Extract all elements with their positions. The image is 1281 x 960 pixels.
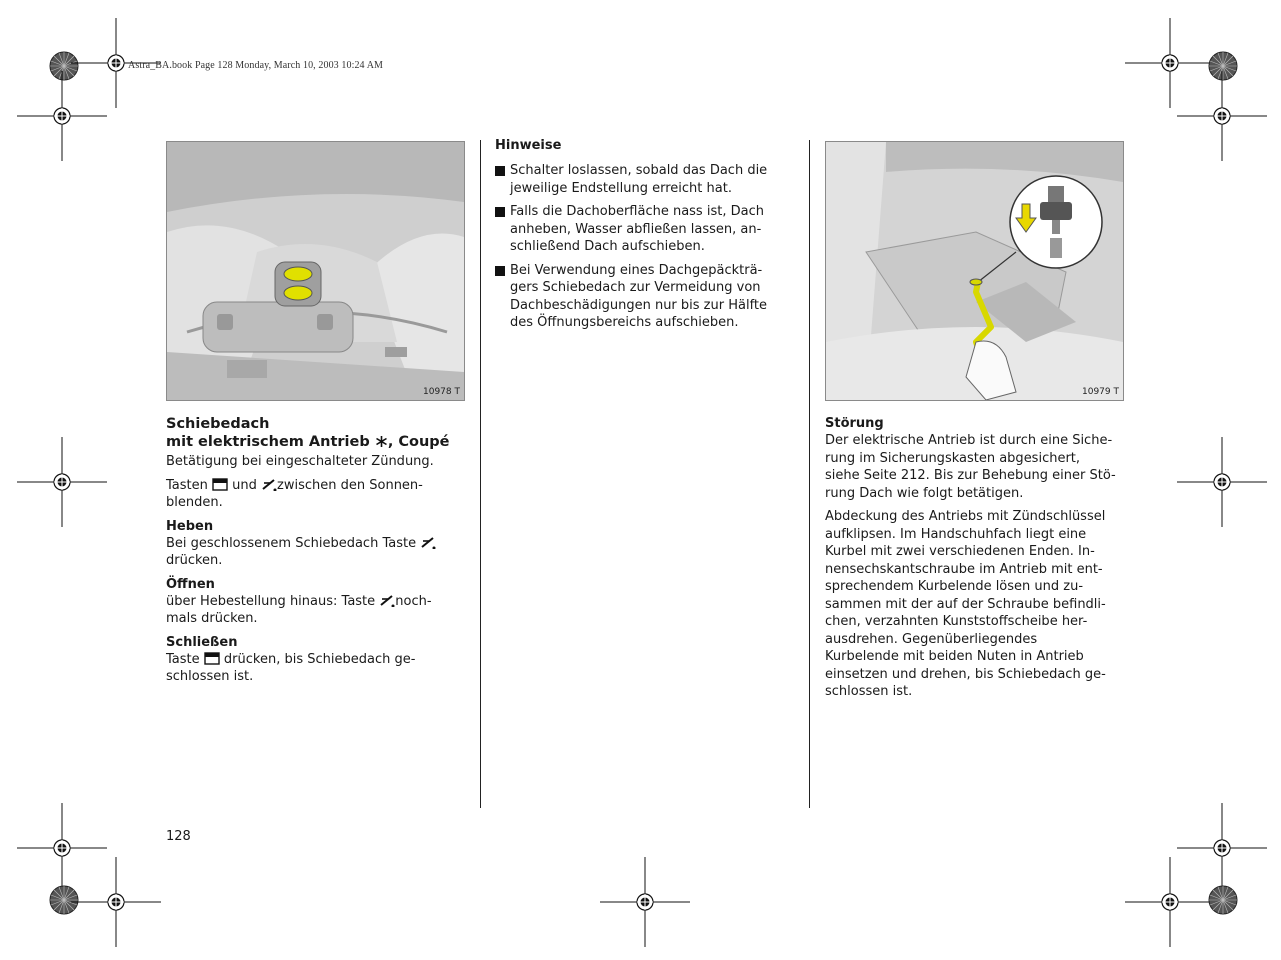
column-divider-left xyxy=(480,140,481,808)
text-line: Kurbel mit zwei verschiedenen Enden. In- xyxy=(825,544,1095,559)
schliessen-text: Taste drücken, bis Schiebedach ge- schlossen ist. xyxy=(166,651,416,684)
oeffnen-text: über Hebestellung hinaus: Taste noch- mals drücken. xyxy=(166,593,432,626)
hinweis-item xyxy=(495,203,795,256)
buttons-location-text: Tasten und zwischen den Sonnen- blenden. xyxy=(166,477,423,510)
sunroof-close-icon xyxy=(212,478,228,491)
print-header: Astra_BA.book Page 128 Monday, March 10, 2003 10:24 AM xyxy=(128,60,384,71)
text-line: aufklipsen. Im Handschuhfach liegt eine xyxy=(825,526,1087,542)
hinweis-line: Bei Verwendung eines Dachgepäckträ- xyxy=(510,262,763,278)
text-line: rung Dach wie folgt betätigen. xyxy=(825,485,1024,501)
text-line: einsetzen und drehen, bis Schiebedach ge- xyxy=(825,666,1106,682)
hinweis-line: Schalter loslassen, sobald das Dach die xyxy=(510,163,768,178)
hinweis-text xyxy=(510,262,767,332)
stoerung-text-1 xyxy=(825,432,1135,502)
sunroof-tilt-icon xyxy=(420,536,436,549)
asterisk-icon xyxy=(375,435,388,448)
text-line: ausdrehen. Gegenüberliegendes xyxy=(825,631,1038,647)
stoerung-title: Störung xyxy=(825,416,884,431)
text-line: rung im Sicherungskasten abgesichert, xyxy=(825,450,1081,466)
page-number: 128 xyxy=(166,829,191,844)
left-column-text xyxy=(166,415,466,692)
text-line: sprechendem Kurbelende lösen und zu- xyxy=(825,579,1084,594)
figure-label: 10979 T xyxy=(1082,387,1119,397)
hinweis-item xyxy=(495,162,795,197)
hinweis-line: des Öffnungsbereichs aufschieben. xyxy=(510,315,739,330)
sunroof-close-icon xyxy=(204,652,220,665)
sunroof-tilt-icon xyxy=(261,478,277,491)
stoerung-text-2 xyxy=(825,508,1135,701)
sunroof-tilt-icon xyxy=(379,594,395,607)
right-column-text xyxy=(825,415,1135,707)
schliessen-title: Schließen xyxy=(166,634,238,650)
hinweis-line: schließend Dach aufschieben. xyxy=(510,239,705,254)
sunroof-switch-illustration xyxy=(167,142,464,400)
column-divider-right xyxy=(809,140,810,808)
bullet-square-icon xyxy=(495,207,505,217)
hinweise-list xyxy=(495,162,795,332)
text-line: sammen mit der auf der Schraube befindli- xyxy=(825,596,1106,612)
hinweise-title: Hinweise xyxy=(495,138,562,153)
bullet-square-icon xyxy=(495,266,505,276)
hinweis-item xyxy=(495,262,795,332)
text-line: siehe Seite 212. Bis zur Behebung einer Stö- xyxy=(825,468,1116,483)
text-line: schlossen ist. xyxy=(825,684,913,699)
section-title: Schiebedach xyxy=(166,416,270,432)
heben-title: Heben xyxy=(166,518,214,534)
text-line: Kurbelende mit beiden Nuten in Antrieb xyxy=(825,649,1084,664)
hinweis-line: Dachbeschädigungen nur bis zur Hälfte xyxy=(510,297,768,313)
intro-text: Betätigung bei eingeschalteter Zündung. xyxy=(166,454,434,469)
text-line: nensechskantschraube im Antrieb mit ent- xyxy=(825,561,1103,577)
text-line: Abdeckung des Antriebs mit Zündschlüssel xyxy=(825,509,1106,524)
hinweis-line: anheben, Wasser abfließen lassen, an- xyxy=(510,221,762,237)
section-title-line2: mit elektrischem Antrieb , Coupé xyxy=(166,434,450,450)
hinweis-line: Falls die Dachoberfläche nass ist, Dach xyxy=(510,204,764,219)
hinweis-line: jeweilige Endstellung erreicht hat. xyxy=(510,180,732,196)
sunroof-switch-figure xyxy=(166,141,465,401)
figure-label: 10978 T xyxy=(423,387,460,397)
oeffnen-title: Öffnen xyxy=(166,576,215,592)
manual-crank-illustration xyxy=(826,142,1123,400)
hinweis-line: gers Schiebedach zur Vermeidung von xyxy=(510,280,761,295)
heben-text: Bei geschlossenem Schiebedach Taste drücken. xyxy=(166,535,466,570)
text-line: chen, verzahnten Kunststoffscheibe her- xyxy=(825,614,1088,629)
text-line: Der elektrische Antrieb ist durch eine Siche- xyxy=(825,433,1113,448)
hinweis-text xyxy=(510,203,764,256)
manual-crank-figure xyxy=(825,141,1124,401)
bullet-square-icon xyxy=(495,166,505,176)
hinweis-text xyxy=(510,162,767,197)
middle-column xyxy=(495,137,795,338)
